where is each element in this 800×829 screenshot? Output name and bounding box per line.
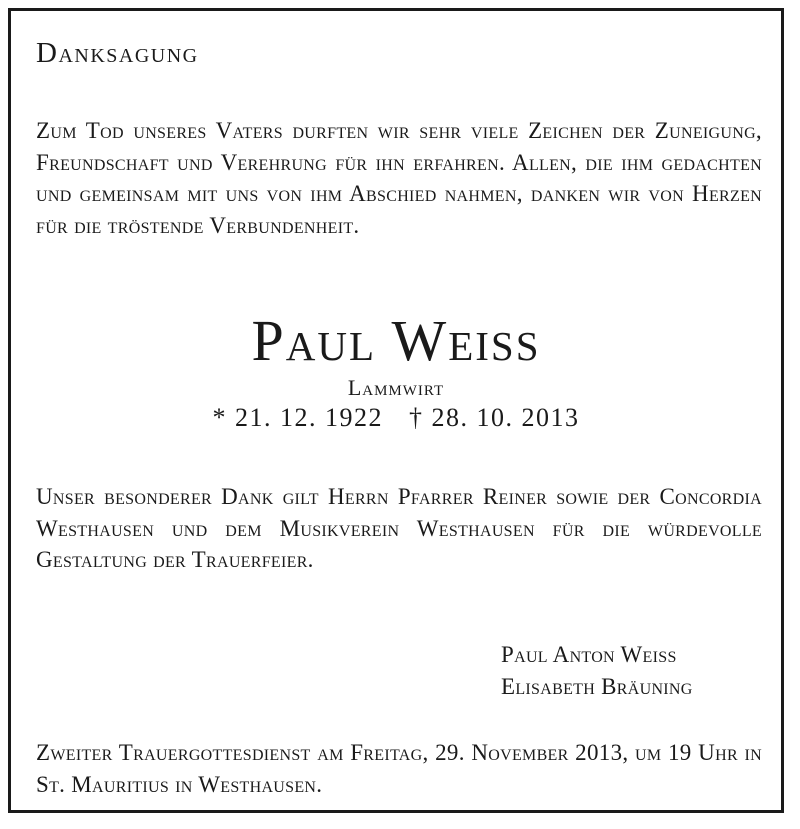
signer-name: Elisabeth Bräuning xyxy=(501,674,693,699)
birth-date: * 21. 12. 1922 xyxy=(212,403,383,432)
obituary-notice xyxy=(8,8,784,813)
thanks-paragraph: Unser besonderer Dank gilt Herrn Pfarrer Reiner sowie der Concordia Westhausen und dem Musikverein Westhausen für die würdevolle Gestaltung der Trauerfeier. xyxy=(36,484,762,572)
death-date: † 28. 10. 2013 xyxy=(409,403,580,432)
deceased-name: Paul Weiss xyxy=(251,308,541,373)
notice-heading: Danksagung xyxy=(36,37,199,69)
signers-block xyxy=(501,639,693,703)
deceased-occupation: Lammwirt xyxy=(347,375,445,400)
life-dates xyxy=(11,403,781,433)
closing-paragraph: Zweiter Trauergottesdienst am Freitag, 29. November 2013, um 19 Uhr in St. Mauritius in Westhausen. xyxy=(36,740,762,797)
intro-paragraph: Zum Tod unseres Vaters durften wir sehr viele Zeichen der Zuneigung, Freundschaft und Verehrung für ihn erfahren. Allen, die ihm gedachten und gemeinsam mit uns von ihm Abschied nahmen, danken wir von Herzen für die tröstende Verbundenheit. xyxy=(36,118,762,238)
signer-name: Paul Anton Weiss xyxy=(501,642,677,667)
